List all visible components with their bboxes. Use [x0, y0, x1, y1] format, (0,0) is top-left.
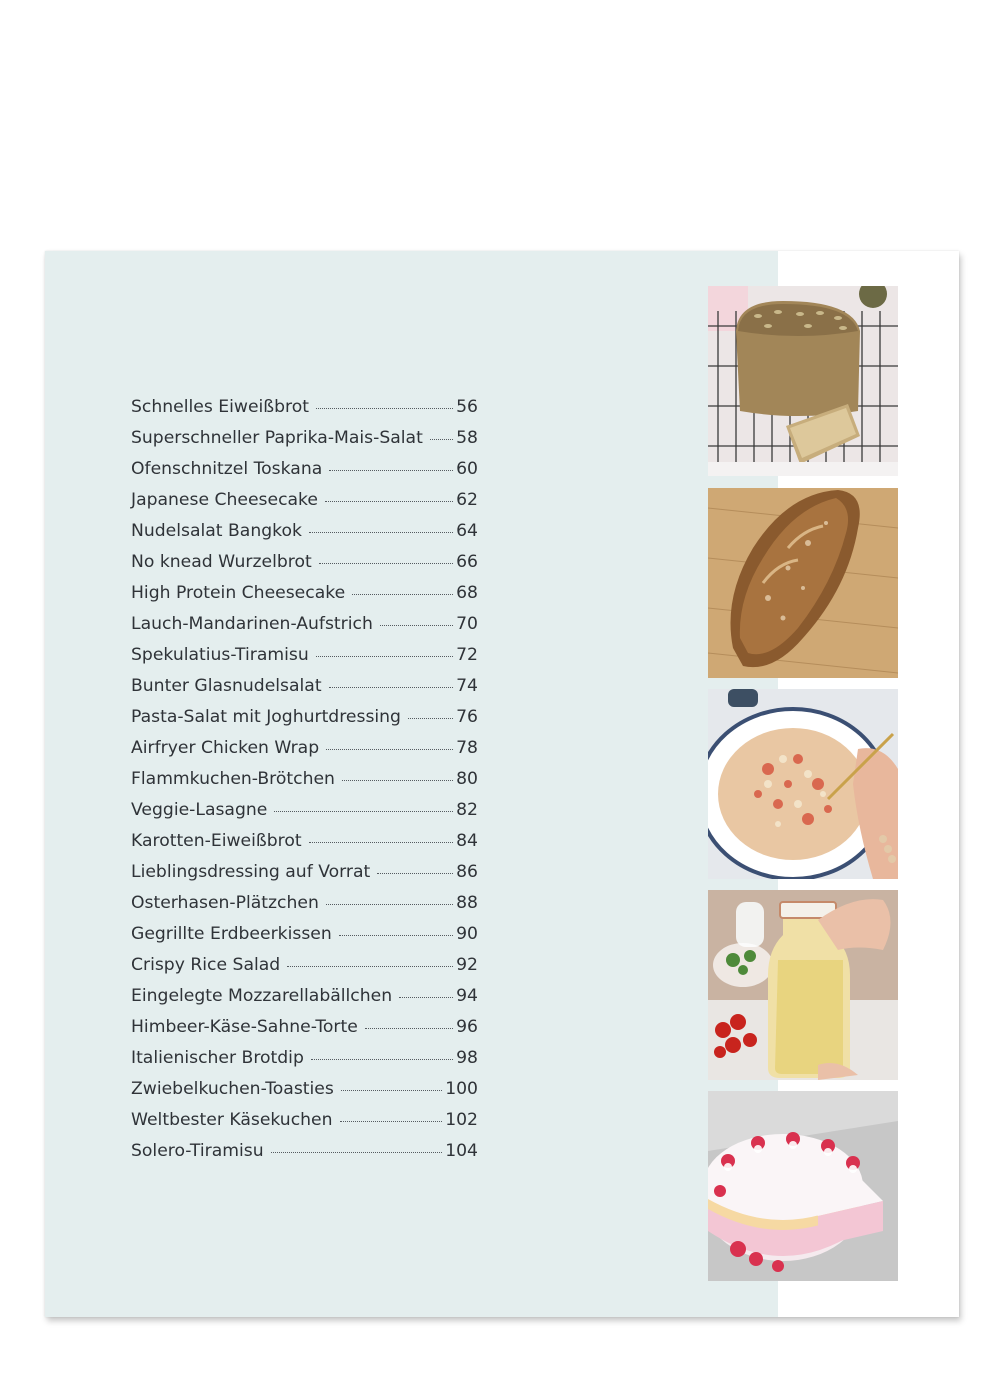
dot-leader [329, 687, 454, 688]
toc-entry-page-number: 74 [456, 676, 478, 696]
toc-entry-title: Nudelsalat Bangkok [131, 521, 302, 541]
toc-entry[interactable] [131, 862, 478, 893]
toc-entry-title: Karotten-Eiweißbrot [131, 831, 302, 851]
toc-entry-title: Solero-Tiramisu [131, 1141, 264, 1161]
dot-leader [377, 873, 453, 874]
toc-entry-title: Superschneller Paprika-Mais-Salat [131, 428, 423, 448]
dot-leader [341, 1090, 442, 1091]
dot-leader [365, 1028, 453, 1029]
dot-leader [329, 470, 453, 471]
toc-entry-title: Osterhasen-Plätzchen [131, 893, 319, 913]
toc-entry-title: No knead Wurzelbrot [131, 552, 312, 572]
dot-leader [352, 594, 453, 595]
dressing-bottle-photo [708, 890, 898, 1080]
raspberry-cake-illustration [708, 1091, 898, 1281]
toc-entry[interactable] [131, 893, 478, 924]
pasta-salad-illustration [708, 689, 898, 879]
toc-entry-page-number: 56 [456, 397, 478, 417]
toc-entry-title: Weltbester Käsekuchen [131, 1110, 333, 1130]
toc-entry[interactable] [131, 738, 478, 769]
toc-entry-page-number: 90 [456, 924, 478, 944]
toc-entry-page-number: 62 [456, 490, 478, 510]
dot-leader [311, 1059, 453, 1060]
toc-entry-page-number: 64 [456, 521, 478, 541]
dot-leader [326, 749, 453, 750]
dot-leader [325, 501, 453, 502]
toc-entry[interactable] [131, 552, 478, 583]
toc-entry-page-number: 96 [456, 1017, 478, 1037]
toc-entry[interactable] [131, 490, 478, 521]
rustic-bread-photo [708, 488, 898, 678]
toc-entry[interactable] [131, 428, 478, 459]
toc-entry-title: Italienischer Brotdip [131, 1048, 304, 1068]
toc-entry-title: Gegrillte Erdbeerkissen [131, 924, 332, 944]
toc-entry-title: Airfryer Chicken Wrap [131, 738, 320, 758]
toc-entry-title: Pasta-Salat mit Joghurtdressing [131, 707, 401, 727]
dot-leader [408, 718, 453, 719]
toc-entry-title: Himbeer-Käse-Sahne-Torte [131, 1017, 358, 1037]
raspberry-cake-photo [708, 1091, 898, 1281]
toc-entry-title: Japanese Cheesecake [131, 490, 318, 510]
toc-entry[interactable] [131, 397, 478, 428]
dot-leader [309, 532, 453, 533]
toc-entry-title: Ofenschnitzel Toskana [131, 459, 323, 479]
toc-entry-page-number: 86 [456, 862, 478, 882]
toc-entry-page-number: 98 [456, 1048, 478, 1068]
pasta-salad-photo [708, 689, 898, 879]
toc-entry-title: Bunter Glasnudelsalat [131, 676, 322, 696]
dot-leader [326, 904, 453, 905]
toc-entry-title: Veggie-Lasagne [131, 800, 268, 820]
toc-entry-title: Crispy Rice Salad [131, 955, 281, 975]
toc-entry[interactable] [131, 1110, 478, 1141]
dot-leader [309, 842, 454, 843]
toc-entry[interactable] [131, 831, 478, 862]
toc-entry-page-number: 78 [456, 738, 478, 758]
toc-entry[interactable] [131, 614, 478, 645]
toc-entry-page-number: 92 [456, 955, 478, 975]
toc-entry-page-number: 70 [456, 614, 478, 634]
dressing-bottle-illustration [708, 890, 898, 1080]
toc-entry-page-number: 94 [456, 986, 478, 1006]
toc-entry-title: Lieblingsdressing auf Vorrat [131, 862, 371, 882]
toc-entry-page-number: 100 [445, 1079, 478, 1099]
toc-entry-title: Schnelles Eiweißbrot [131, 397, 309, 417]
toc-entry[interactable] [131, 924, 478, 955]
bread-cooling-rack-photo [708, 286, 898, 476]
toc-entry[interactable] [131, 521, 478, 552]
dot-leader [316, 408, 453, 409]
toc-entry[interactable] [131, 1048, 478, 1079]
toc-entry-title: Zwiebelkuchen-Toasties [131, 1079, 334, 1099]
toc-entry[interactable] [131, 459, 478, 490]
dot-leader [380, 625, 453, 626]
toc-entry[interactable] [131, 769, 478, 800]
toc-entry-page-number: 68 [456, 583, 478, 603]
toc-entry-page-number: 84 [456, 831, 478, 851]
toc-entry[interactable] [131, 800, 478, 831]
rustic-bread-illustration [708, 488, 898, 678]
dot-leader [340, 1121, 443, 1122]
protein-bread-illustration [708, 286, 898, 476]
toc-entry[interactable] [131, 583, 478, 614]
toc-entry-page-number: 66 [456, 552, 478, 572]
dot-leader [399, 997, 453, 998]
dot-leader [430, 439, 453, 440]
book-page [45, 251, 959, 1317]
toc-entry[interactable] [131, 676, 478, 707]
toc-entry[interactable] [131, 1141, 478, 1172]
toc-entry-title: Eingelegte Mozzarellabällchen [131, 986, 393, 1006]
toc-entry-page-number: 102 [445, 1110, 478, 1130]
dot-leader [319, 563, 453, 564]
toc-entry[interactable] [131, 645, 478, 676]
toc-entry-page-number: 104 [445, 1141, 478, 1161]
dot-leader [316, 656, 453, 657]
toc-entry-page-number: 76 [456, 707, 478, 727]
toc-entry-title: Lauch-Mandarinen-Aufstrich [131, 614, 373, 634]
toc-entry-page-number: 88 [456, 893, 478, 913]
toc-entry-title: Spekulatius-Tiramisu [131, 645, 309, 665]
table-of-contents [131, 397, 478, 1172]
dot-leader [287, 966, 453, 967]
dot-leader [339, 935, 453, 936]
toc-entry-title: Flammkuchen-Brötchen [131, 769, 335, 789]
toc-entry[interactable] [131, 1079, 478, 1110]
toc-entry-page-number: 58 [456, 428, 478, 448]
toc-entry-page-number: 80 [456, 769, 478, 789]
dot-leader [342, 780, 453, 781]
toc-entry-page-number: 60 [456, 459, 478, 479]
toc-entry[interactable] [131, 1017, 478, 1048]
toc-entry[interactable] [131, 707, 478, 738]
dot-leader [271, 1152, 443, 1153]
toc-entry-page-number: 82 [456, 800, 478, 820]
toc-entry[interactable] [131, 955, 478, 986]
toc-entry[interactable] [131, 986, 478, 1017]
toc-entry-page-number: 72 [456, 645, 478, 665]
toc-entry-title: High Protein Cheesecake [131, 583, 346, 603]
dot-leader [274, 811, 453, 812]
